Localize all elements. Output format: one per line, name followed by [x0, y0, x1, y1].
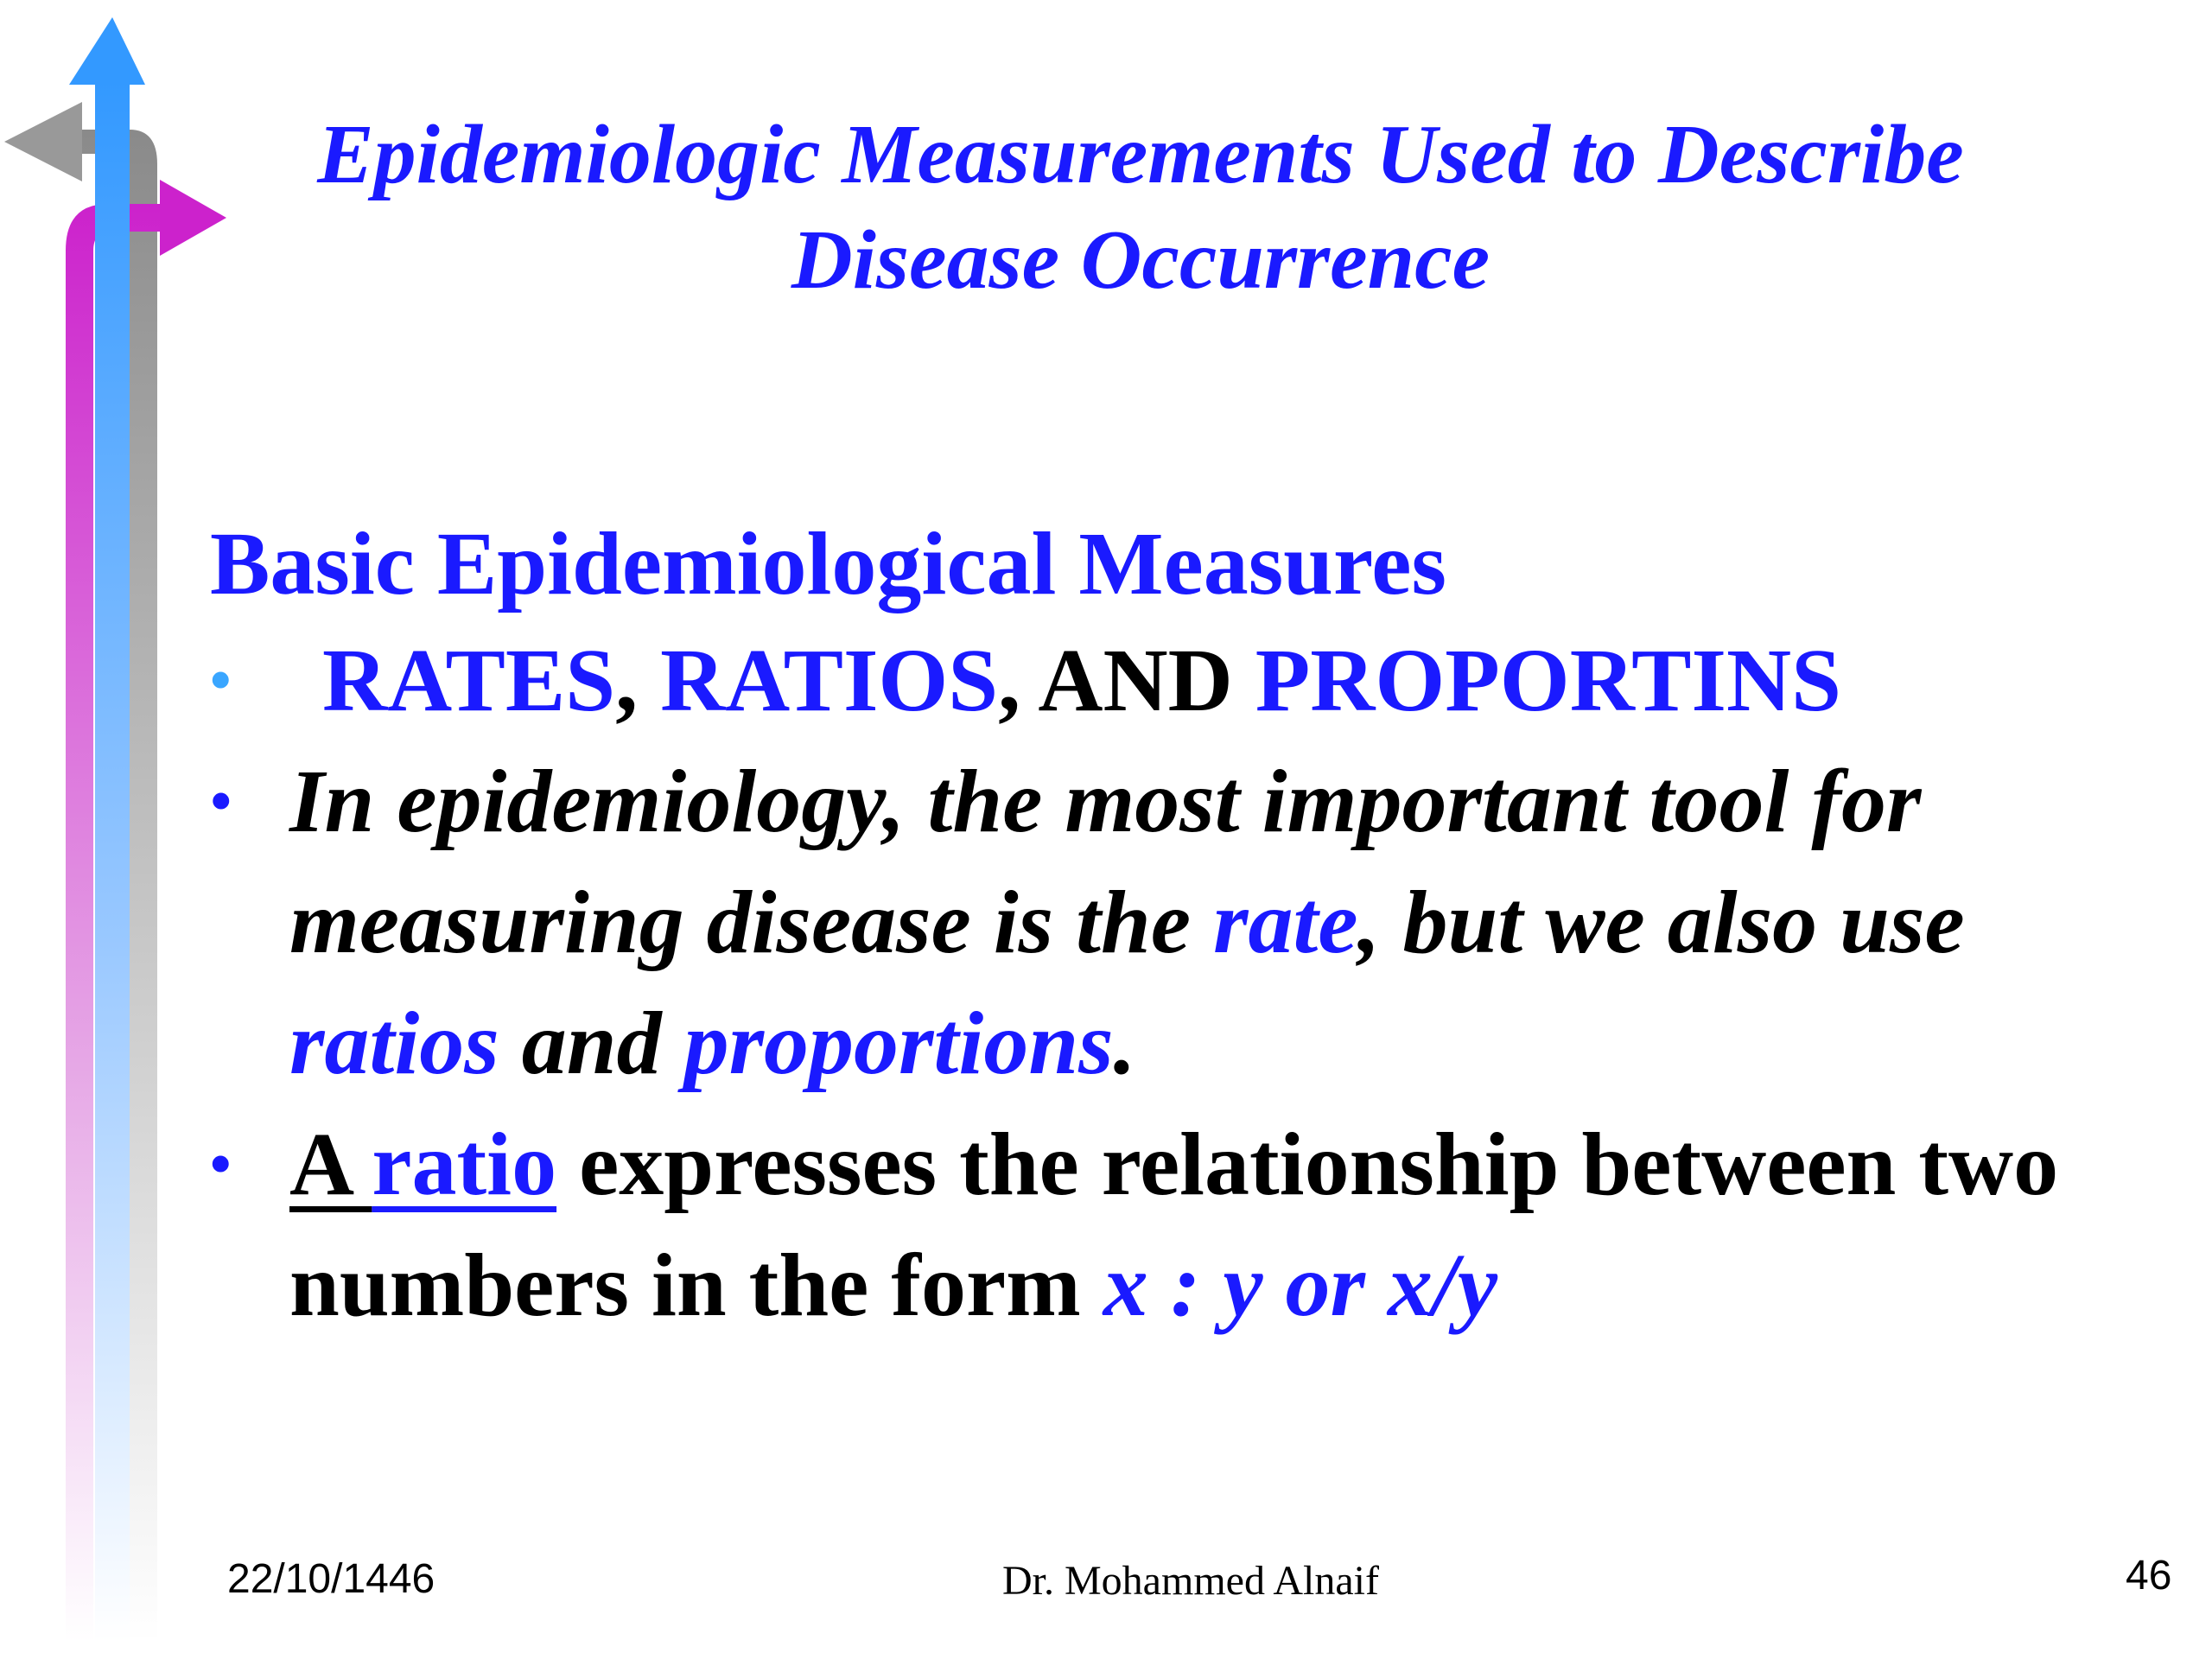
- bullet-dot-icon: •: [210, 768, 232, 835]
- term-rates: RATES: [322, 631, 616, 730]
- text-segment: .: [1113, 994, 1136, 1093]
- text-segment: , but we also use: [1357, 873, 1965, 972]
- term-ratio: ratio: [372, 1115, 557, 1214]
- separator: ,: [998, 631, 1039, 730]
- text-segment: and: [499, 994, 684, 1093]
- term-and: AND: [1038, 631, 1255, 730]
- bullet-dot-icon: •: [210, 1131, 232, 1198]
- ratio-form: x : y or x/y: [1103, 1236, 1498, 1335]
- text-segment: In epidemiology, the most important tool for measuring disease is the: [289, 752, 1922, 972]
- term-rate: rate: [1213, 873, 1358, 972]
- bullet-item-rates-ratios: [210, 620, 2180, 741]
- title-line-2: Disease Occurrence: [791, 213, 1491, 307]
- bullet-list: [210, 620, 2180, 1346]
- bullet-item-ratio: [210, 1104, 2180, 1346]
- term-proportions: PROPORTINS: [1255, 631, 1841, 730]
- term-ratios: RATIOS: [660, 631, 999, 730]
- term-ratios: ratios: [289, 994, 499, 1093]
- bullet-dot-icon: •: [210, 647, 232, 714]
- title-line-1: Epidemiologic Measurements Used to Describe: [317, 108, 1964, 201]
- term-proportions: proportions: [683, 994, 1114, 1093]
- slide-title: [259, 102, 2022, 313]
- footer-author: Dr. Mohammed Alnaif: [1002, 1558, 1379, 1604]
- article-a: A: [289, 1115, 372, 1214]
- decorative-arrows: [0, 0, 242, 1659]
- slide-number: 46: [2126, 1553, 2172, 1599]
- footer-date: 22/10/1446: [227, 1556, 435, 1602]
- text-segment: expresses the relationship between two numbers in the form: [289, 1115, 2059, 1335]
- section-heading: Basic Epidemiological Measures: [210, 514, 1446, 613]
- separator: ,: [615, 631, 661, 730]
- bullet-item-definition: [210, 741, 2180, 1104]
